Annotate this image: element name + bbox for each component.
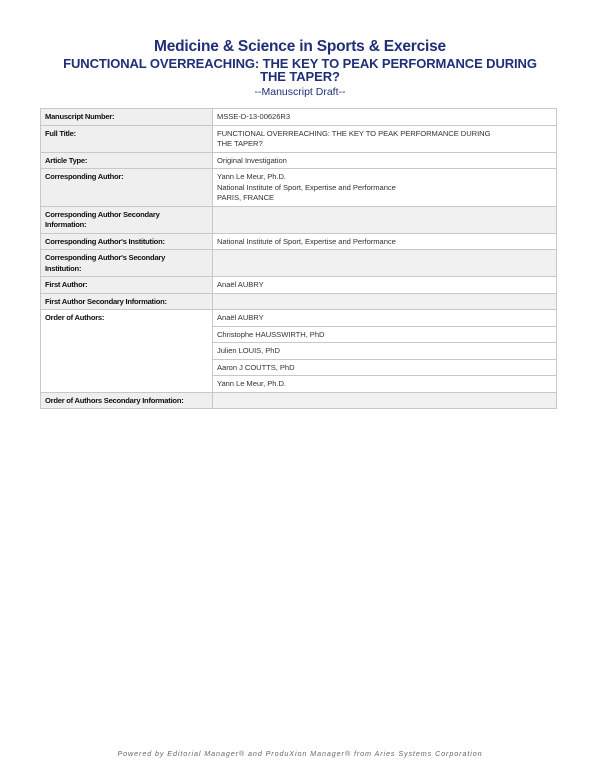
article-type-value: Original Investigation	[213, 152, 557, 169]
author-entry: Christophe HAUSSWIRTH, PhD	[213, 326, 557, 343]
table-row	[41, 109, 557, 126]
author-entry: Yann Le Meur, Ph.D.	[213, 376, 557, 393]
order-secondary-label: Order of Authors Secondary Information:	[41, 392, 213, 409]
manuscript-title-line2: THE TAPER?	[260, 69, 340, 84]
full-title-label: Full Title:	[41, 125, 213, 152]
first-author-secondary-label: First Author Secondary Information:	[41, 293, 213, 310]
corresponding-author-name: Yann Le Meur, Ph.D.	[217, 172, 286, 181]
table-row	[41, 250, 557, 277]
corresponding-institution-value: National Institute of Sport, Expertise and Performance	[213, 233, 557, 250]
first-author-value: Anaël AUBRY	[213, 277, 557, 294]
manuscript-info-table	[40, 108, 557, 409]
author-entry: Aaron J COUTTS, PhD	[213, 359, 557, 376]
corresponding-secondary-institution-label	[41, 250, 213, 277]
table-row	[41, 206, 557, 233]
author-entry: Anaël AUBRY	[213, 310, 557, 327]
manuscript-number-label: Manuscript Number:	[41, 109, 213, 126]
secondary-institution-label-line1: Corresponding Author's Secondary	[45, 253, 166, 262]
secondary-institution-label-line2: Institution:	[45, 263, 82, 273]
corresponding-author-label: Corresponding Author:	[41, 169, 213, 207]
article-type-label: Article Type:	[41, 152, 213, 169]
table-row	[41, 310, 557, 327]
corresponding-secondary-label-line2: Information:	[45, 220, 87, 229]
table-row	[41, 392, 557, 409]
table-row	[41, 233, 557, 250]
full-title-line1: FUNCTIONAL OVERREACHING: THE KEY TO PEAK PERFORMANCE DURING	[217, 128, 491, 138]
corresponding-author-affiliation: National Institute of Sport, Expertise and Performance	[217, 182, 396, 192]
corresponding-institution-label: Corresponding Author's Institution:	[41, 233, 213, 250]
corresponding-secondary-institution-value	[213, 250, 557, 277]
corresponding-secondary-value	[213, 206, 557, 233]
table-row	[41, 152, 557, 169]
full-title-line2: THE TAPER?	[217, 139, 263, 148]
order-secondary-value	[213, 392, 557, 409]
manuscript-number-value: MSSE-D-13-00626R3	[213, 109, 557, 126]
table-row	[41, 277, 557, 294]
draft-label: --Manuscript Draft--	[254, 86, 346, 98]
table-row	[41, 125, 557, 152]
manuscript-title-line1: FUNCTIONAL OVERREACHING: THE KEY TO PEAK PERFORMANCE DURING	[63, 56, 537, 71]
first-author-label: First Author:	[41, 277, 213, 294]
corresponding-author-value	[213, 169, 557, 207]
footer-credit: Powered by Editorial Manager® and ProduXion Manager® from Aries Systems Corporation	[117, 749, 483, 758]
author-entry: Julien LOUIS, PhD	[213, 343, 557, 360]
corresponding-secondary-label	[41, 206, 213, 233]
corresponding-author-location: PARIS, FRANCE	[217, 193, 275, 202]
manuscript-title	[40, 57, 560, 83]
corresponding-secondary-label-line1: Corresponding Author Secondary	[45, 209, 160, 219]
journal-name: Medicine & Science in Sports & Exercise	[154, 38, 446, 55]
order-of-authors-label: Order of Authors:	[41, 310, 213, 393]
full-title-value	[213, 125, 557, 152]
first-author-secondary-value	[213, 293, 557, 310]
table-row	[41, 169, 557, 207]
table-row	[41, 293, 557, 310]
